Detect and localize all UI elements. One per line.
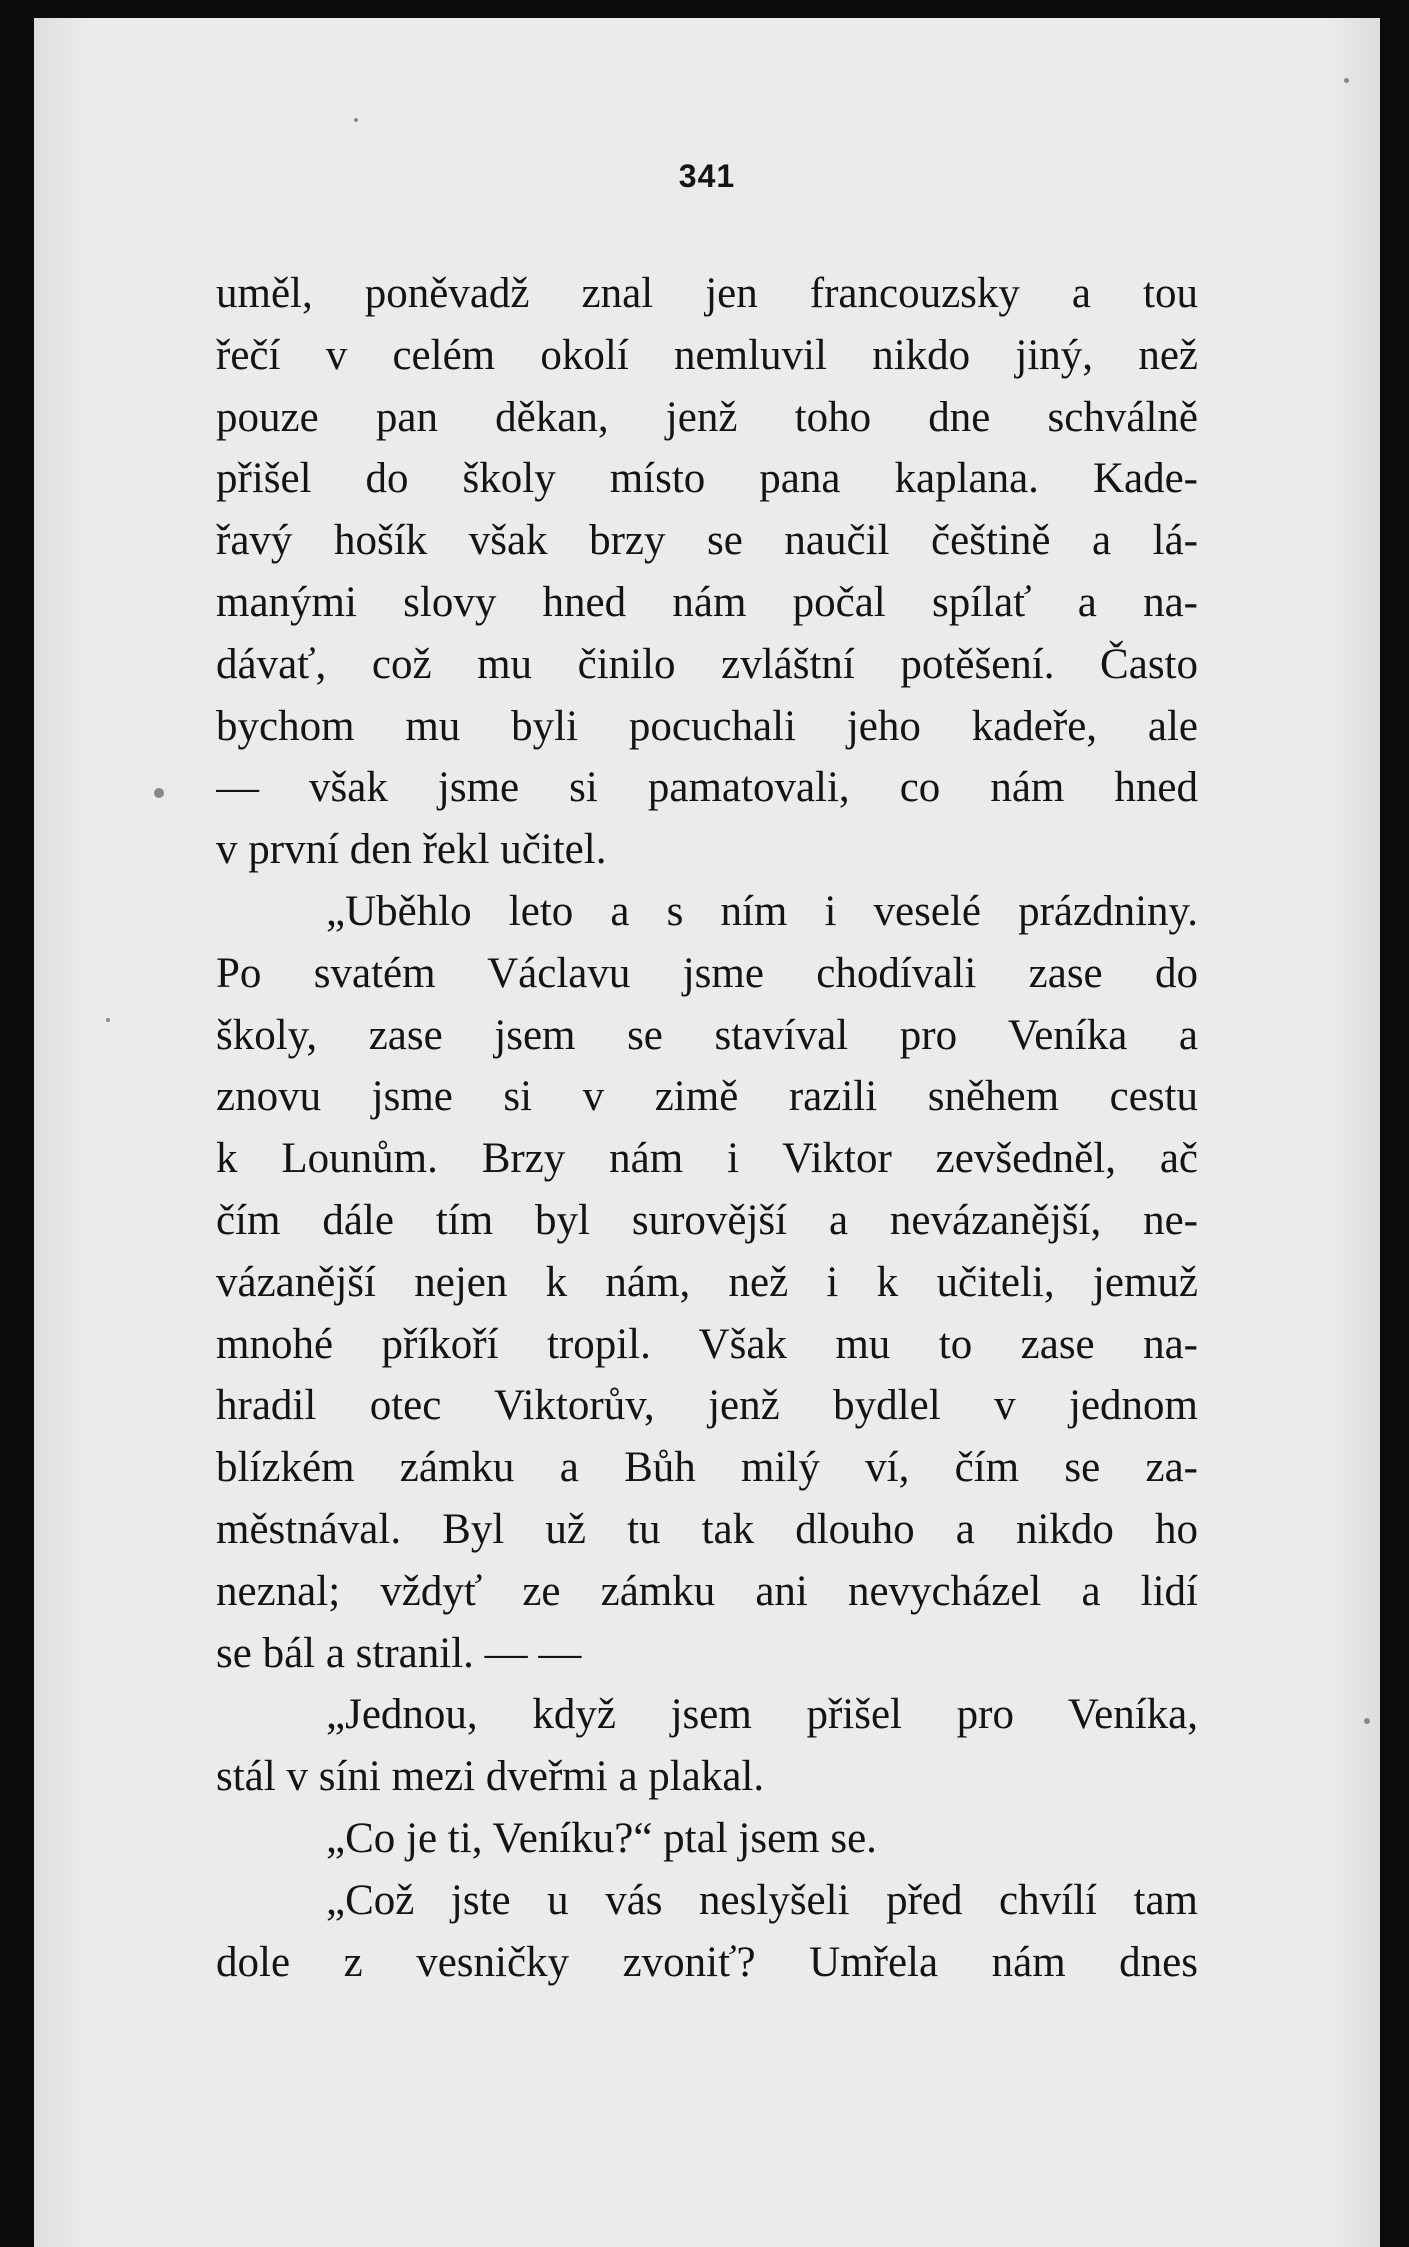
page-number: 341 — [678, 158, 736, 194]
text-line: vázanější nejen k nám, než i k učiteli, jemuž — [216, 1258, 1198, 1306]
text-line: „Uběhlo leto a s ním i veselé prázdniny. — [326, 887, 1198, 935]
text-line: řavý hošík však brzy se naučil češtině a lá- — [216, 517, 1198, 565]
text-line: uměl, poněvadž znal jen francouzsky a tou — [216, 270, 1198, 317]
text-line: „Jednou, když jsem přišel pro Veníka, — [326, 1691, 1198, 1739]
body-text — [216, 263, 1198, 1993]
text-line: dávať, což mu činilo zvláštní potěšení. Často — [216, 640, 1198, 688]
text-line: městnával. Byl už tu tak dlouho a nikdo ho — [216, 1505, 1198, 1553]
text-line: se bál a stranil. — — — [216, 1629, 582, 1677]
text-line: školy, zase jsem se stavíval pro Veníka a — [216, 1011, 1198, 1059]
text-line: čím dále tím byl surovější a nevázanější, ne- — [216, 1196, 1198, 1244]
text-line: hradil otec Viktorův, jenž bydlel v jednom — [216, 1382, 1198, 1430]
text-line: k Lounům. Brzy nám i Viktor zevšedněl, ač — [216, 1135, 1198, 1183]
text-line: Po svatém Václavu jsme chodívali zase do — [216, 949, 1198, 997]
text-line: znovu jsme si v zimě razili sněhem cestu — [216, 1073, 1198, 1121]
text-line: manými slovy hned nám počal spílať a na- — [216, 578, 1198, 626]
text-line: stál v síni mezi dveřmi a plakal. — [216, 1753, 765, 1801]
text-line: přišel do školy místo pana kaplana. Kade- — [216, 455, 1198, 503]
text-line: „Což jste u vás neslyšeli před chvílí tam — [326, 1876, 1198, 1924]
text-line: mnohé příkoří tropil. Však mu to zase na- — [216, 1320, 1198, 1368]
text-line: blízkém zámku a Bůh milý ví, čím se za- — [216, 1444, 1198, 1492]
text-line: pouze pan děkan, jenž toho dne schválně — [216, 393, 1198, 441]
text-line: dole z vesničky zvoniť? Umřela nám dnes — [216, 1938, 1198, 1986]
scan-speck — [1344, 78, 1349, 83]
text-line: „Co je ti, Veníku?“ ptal jsem se. — [326, 1814, 877, 1862]
text-line: — však jsme si pamatovali, co nám hned — [216, 764, 1198, 812]
scan-speck — [354, 118, 358, 122]
scan-speck — [1364, 1718, 1370, 1724]
text-line: v první den řekl učitel. — [216, 826, 607, 874]
text-line: bychom mu byli pocuchali jeho kadeře, ale — [216, 702, 1198, 750]
book-page — [34, 18, 1380, 2247]
scan-speck — [154, 788, 164, 798]
text-line: řečí v celém okolí nemluvil nikdo jiný, než — [216, 331, 1198, 379]
scan-speck — [106, 1018, 110, 1022]
text-line: neznal; vždyť ze zámku ani nevycházel a lidí — [216, 1567, 1198, 1615]
